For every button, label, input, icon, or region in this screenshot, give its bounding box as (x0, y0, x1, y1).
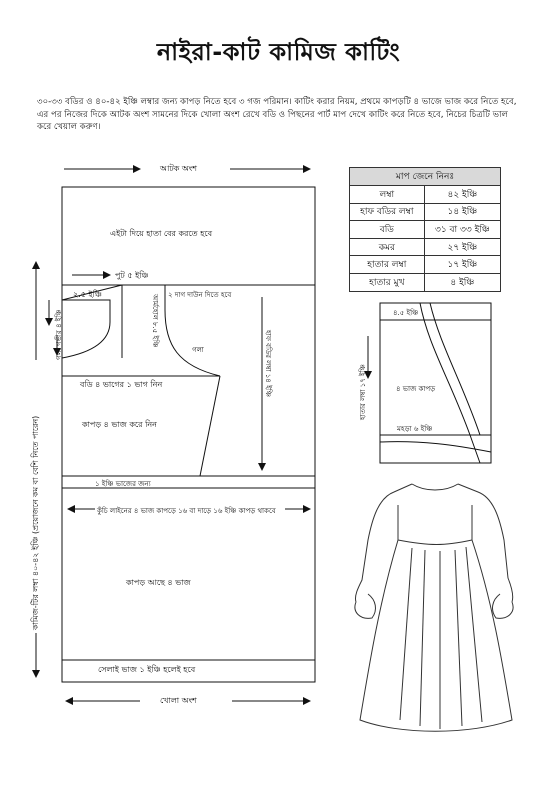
fold-cloth-label: কাপড় ৪ ভাজ করে নিন (82, 420, 157, 429)
sleeve-side-label: হাতার লম্বা ১৭ ইঞ্চি (359, 364, 367, 420)
table-row: কমর ২৭ ইঞ্চি (350, 238, 501, 256)
fabric-outline (62, 187, 315, 682)
skirt-note: কাপড় আছে ৪ ভাজ (126, 578, 191, 587)
table-row: লম্বা ৪২ ইঞ্চি (350, 186, 501, 204)
measurement-table (349, 167, 501, 292)
total-length-label: কামিজ-টির লম্বা ৪০-৪২ ইঞ্চি (প্রয়োজনে কম বা বেশি নিতে পারেন) (31, 415, 40, 630)
page-title: নাইরা-কাট কামিজ কাটিং (156, 38, 401, 66)
seam-note: ১ ইঞ্চি ভাজের জন্য (95, 480, 151, 488)
table-row: বডি ৩১ বা ৩৩ ইঞ্চি (350, 221, 501, 239)
neck-curve (62, 300, 110, 358)
put-label: পুট ৫ ইঞ্চি (115, 271, 149, 280)
dress-illustration (355, 484, 513, 731)
sleeve-curve-inner (430, 303, 480, 435)
sleeve-middle-label: ৪ ভাজ কাপড় (396, 385, 436, 393)
dart-note: ২ দাগ দাউন দিতে হবে (168, 291, 232, 299)
neck-label: গলা গভীর ৪ ইঞ্চি (55, 309, 63, 360)
measurement-header: মাপ জেনে নিনঃ (350, 168, 501, 186)
hem-note: সেলাই ভাজ ১ ইঞ্চি হলেই হবে (98, 665, 196, 674)
neck-curve-label: গলা (192, 346, 204, 354)
intro-paragraph: ৩০-৩৩ বডির ও ৪০-৪২ ইঞ্চি লম্বার জন্য কাপড় নিতে হবে ৩ গজ পরিমান। কাটিং করার নিয়ম, প্রথমে কাপড়টি ৪ ভাজে ভাজ করে নিতে হবে, এর পর নিজের দিকে আটক অংশ সামনের দিকে খোলা অংশ রেখে বডি ও পিছনের পার্ট মাপ দেখে কাটিং করে নিতে হবে, নিচের চিত্রটি ভাল করে খেয়াল করুণ। (37, 97, 517, 132)
sleeve-top-label: ৪.৫ ইঞ্চি (393, 309, 419, 317)
sleeve-exit-note: এইটা দিয়ে হাতা বের করতে হবে (110, 229, 213, 238)
top-label: আটক অংশ (160, 164, 197, 173)
shoulder-label: ২.৫ ইঞ্চি (73, 290, 102, 299)
pleat-note: কুঁচি লাইনের ৪ ভাজ কাপড়ে ১৬ বা দাড়ে ১৬ ইঞ্চি কাপড় থাকবে (97, 507, 276, 515)
table-row: হাতার লম্বা ১৭ ইঞ্চি (350, 256, 501, 274)
yoke-length-label: হাফ বডির লম্বা ১৪ ইঞ্চি (264, 330, 272, 397)
bottom-label: খোলা অংশ (160, 696, 197, 705)
sleeve-bottom-label: মহড়া ৬ ইঞ্চি (397, 425, 433, 433)
body-quarter-label: বডি ৪ ভাগের ১ ভাগ নিন (80, 380, 163, 389)
table-row: হাফ বডির লম্বা ১৪ ইঞ্চি (350, 203, 501, 221)
armhole-label: আর্মহোল ৮.৫ ইঞ্চি (151, 294, 159, 348)
table-row: হাতার মুখ ৪ ইঞ্চি (350, 273, 501, 291)
